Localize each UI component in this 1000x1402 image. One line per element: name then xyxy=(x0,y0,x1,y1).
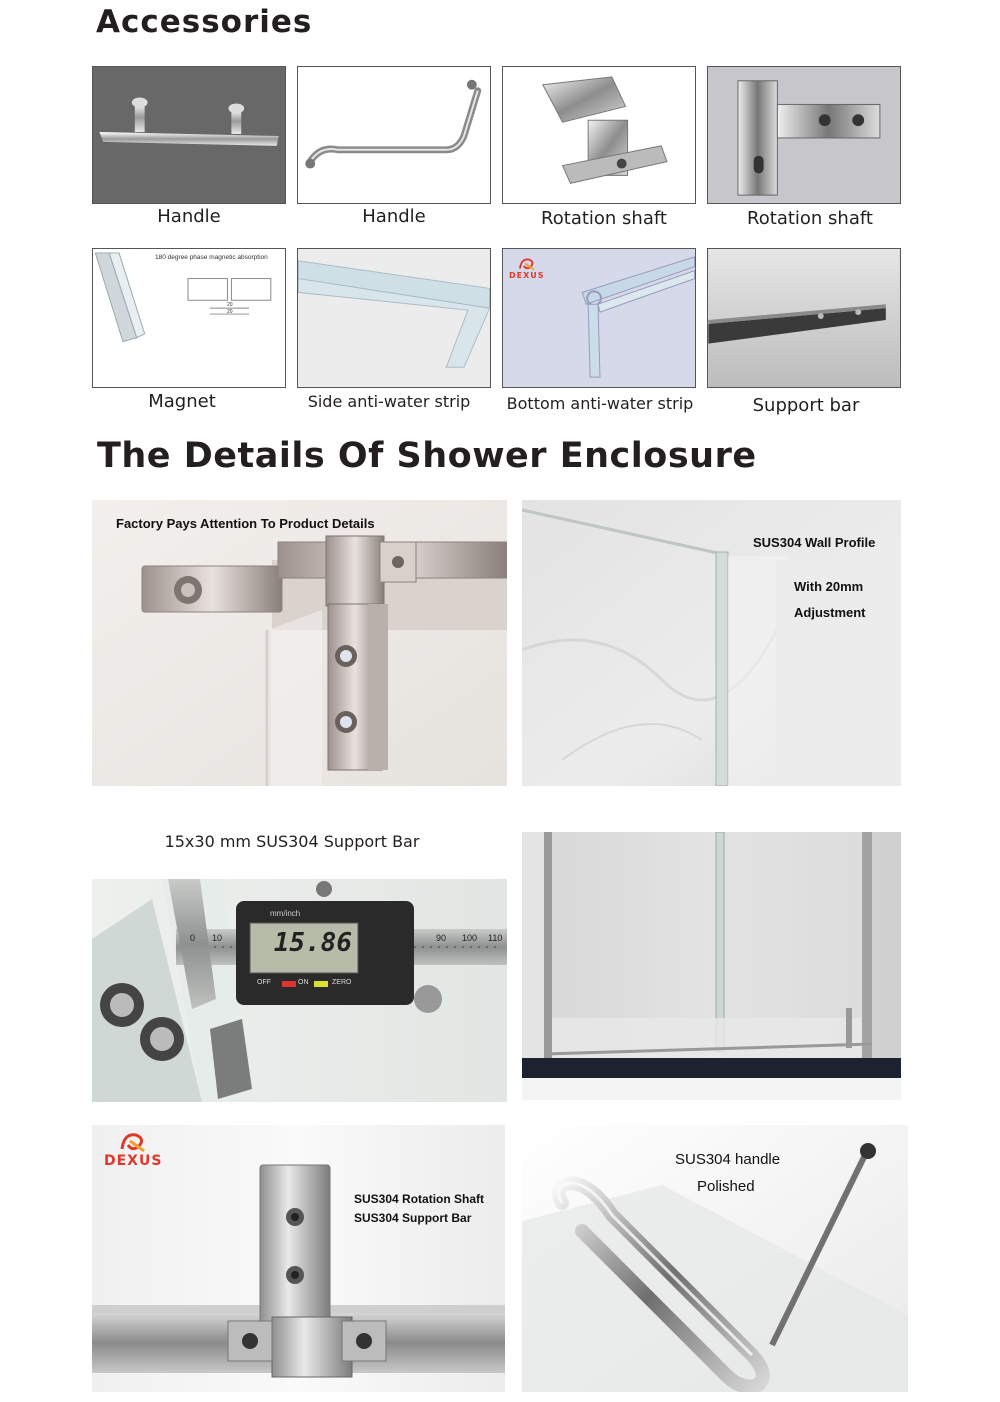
handle-image-2 xyxy=(297,66,491,204)
detail-caption-adjustment-1: With 20mm xyxy=(794,579,864,594)
detail-photo-handle xyxy=(522,1125,908,1392)
dexus-logo-large xyxy=(104,1131,162,1169)
dexus-mark-icon xyxy=(517,257,537,271)
dexus-logo-small xyxy=(509,257,545,280)
detail-caption-adjustment-2: Adjustment xyxy=(794,605,866,620)
details-title: The Details Of Shower Enclosure xyxy=(97,436,757,476)
accessory-label-bottom-anti-water-strip: Bottom anti-water strip xyxy=(506,394,694,413)
support-bar-image xyxy=(707,248,901,388)
detail-caption-factory: Factory Pays Attention To Product Details xyxy=(116,516,375,531)
caliper-zero-label: ZERO xyxy=(332,979,352,986)
magnet-dim-1: 20 xyxy=(227,302,233,308)
caliper-reading: 15.86 xyxy=(273,928,352,958)
detail-caption-support-bar-2: SUS304 Support Bar xyxy=(354,1211,472,1225)
accessories-title: Accessories xyxy=(96,4,313,40)
accessory-label-rotation-shaft-2: Rotation shaft xyxy=(747,208,873,229)
caliper-unit-label: mm/inch xyxy=(270,909,301,918)
handle-image-1 xyxy=(92,66,286,204)
caliper-scale-100: 100 xyxy=(462,933,478,943)
caliper-off-label: OFF xyxy=(257,979,271,986)
detail-photo-glass-panel xyxy=(522,832,901,1100)
caliper-on-label: ON xyxy=(298,979,309,986)
caliper-scale-110: 110 xyxy=(488,933,503,943)
rotation-shaft-image-1 xyxy=(502,66,696,204)
side-anti-water-strip-image xyxy=(297,248,491,388)
accessory-label-support-bar: Support bar xyxy=(752,395,860,416)
rotation-shaft-image-2 xyxy=(707,66,901,204)
accessory-label-magnet: Magnet xyxy=(148,391,216,412)
detail-photo-rotation-hinge xyxy=(92,500,507,786)
dexus-mark-icon-large xyxy=(118,1131,148,1153)
accessory-label-side-anti-water-strip: Side anti-water strip xyxy=(307,392,471,411)
detail-photo-wall-profile xyxy=(522,500,901,786)
bottom-anti-water-strip-image xyxy=(502,248,696,388)
accessory-label-handle-1: Handle xyxy=(157,206,221,227)
magnet-image xyxy=(92,248,286,388)
dexus-brand-large: DEXUS xyxy=(104,1153,163,1169)
dexus-brand-small: DEXUS xyxy=(509,271,545,280)
detail-caption-polished: Polished xyxy=(697,1178,755,1195)
magnet-dim-2: 20 xyxy=(227,309,233,315)
caliper-scale-10: 10 xyxy=(212,933,223,943)
accessory-label-handle-2: Handle xyxy=(362,206,426,227)
detail-caption-wall-profile: SUS304 Wall Profile xyxy=(753,535,876,550)
detail-caption-support-bar: 15x30 mm SUS304 Support Bar xyxy=(164,832,420,851)
detail-photo-rotation-shaft xyxy=(92,1125,505,1392)
caliper-scale-90: 90 xyxy=(436,933,447,943)
detail-caption-rotation-shaft: SUS304 Rotation Shaft xyxy=(354,1192,485,1206)
accessory-label-rotation-shaft-1: Rotation shaft xyxy=(541,208,667,229)
detail-photo-caliper xyxy=(92,879,507,1102)
detail-caption-handle: SUS304 handle xyxy=(675,1151,781,1168)
magnet-note: 180 degree phase magnetic absorption xyxy=(155,254,268,261)
caliper-scale-0: 0 xyxy=(190,933,196,943)
